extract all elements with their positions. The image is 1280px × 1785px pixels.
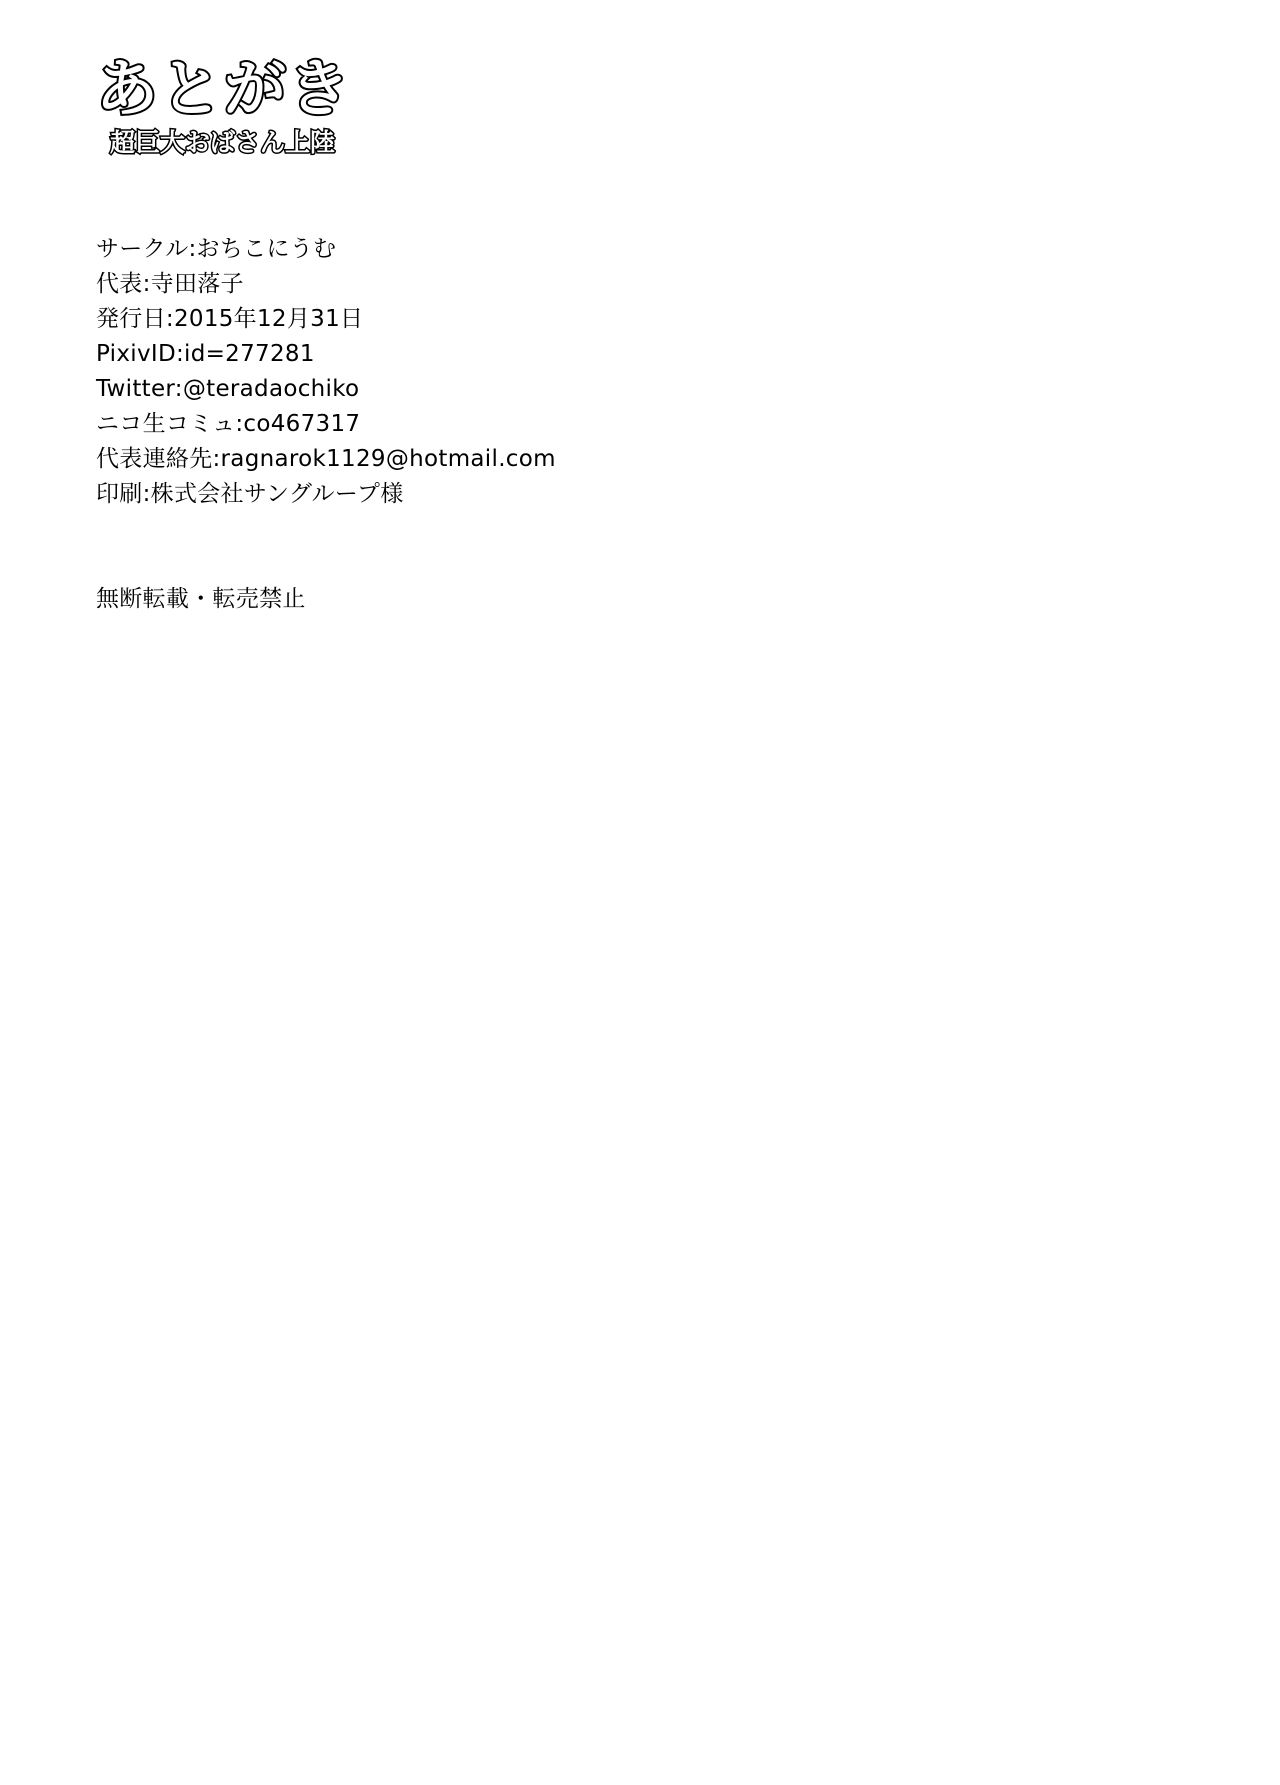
list-item: ニコ生コミュ:co467317 [96, 411, 361, 437]
page-subtitle: 超巨大おばさん上陸 [110, 128, 336, 157]
list-item: PixivID:id=277281 [96, 341, 315, 367]
list-item: 代表:寺田落子 [96, 271, 244, 297]
list-item: 印刷:株式会社サングループ様 [96, 481, 404, 507]
afterword-heading-block [96, 52, 353, 157]
credits-list [96, 232, 796, 512]
list-item: サークル:おちこにうむ [96, 236, 337, 262]
copyright-notice: 無断転載・転売禁止 [96, 586, 306, 612]
page-title: あとがき [96, 52, 353, 125]
list-item: Twitter:@teradaochiko [96, 376, 360, 402]
list-item: 代表連絡先:ragnarok1129@hotmail.com [96, 446, 556, 472]
list-item: 発行日:2015年12月31日 [96, 306, 364, 332]
